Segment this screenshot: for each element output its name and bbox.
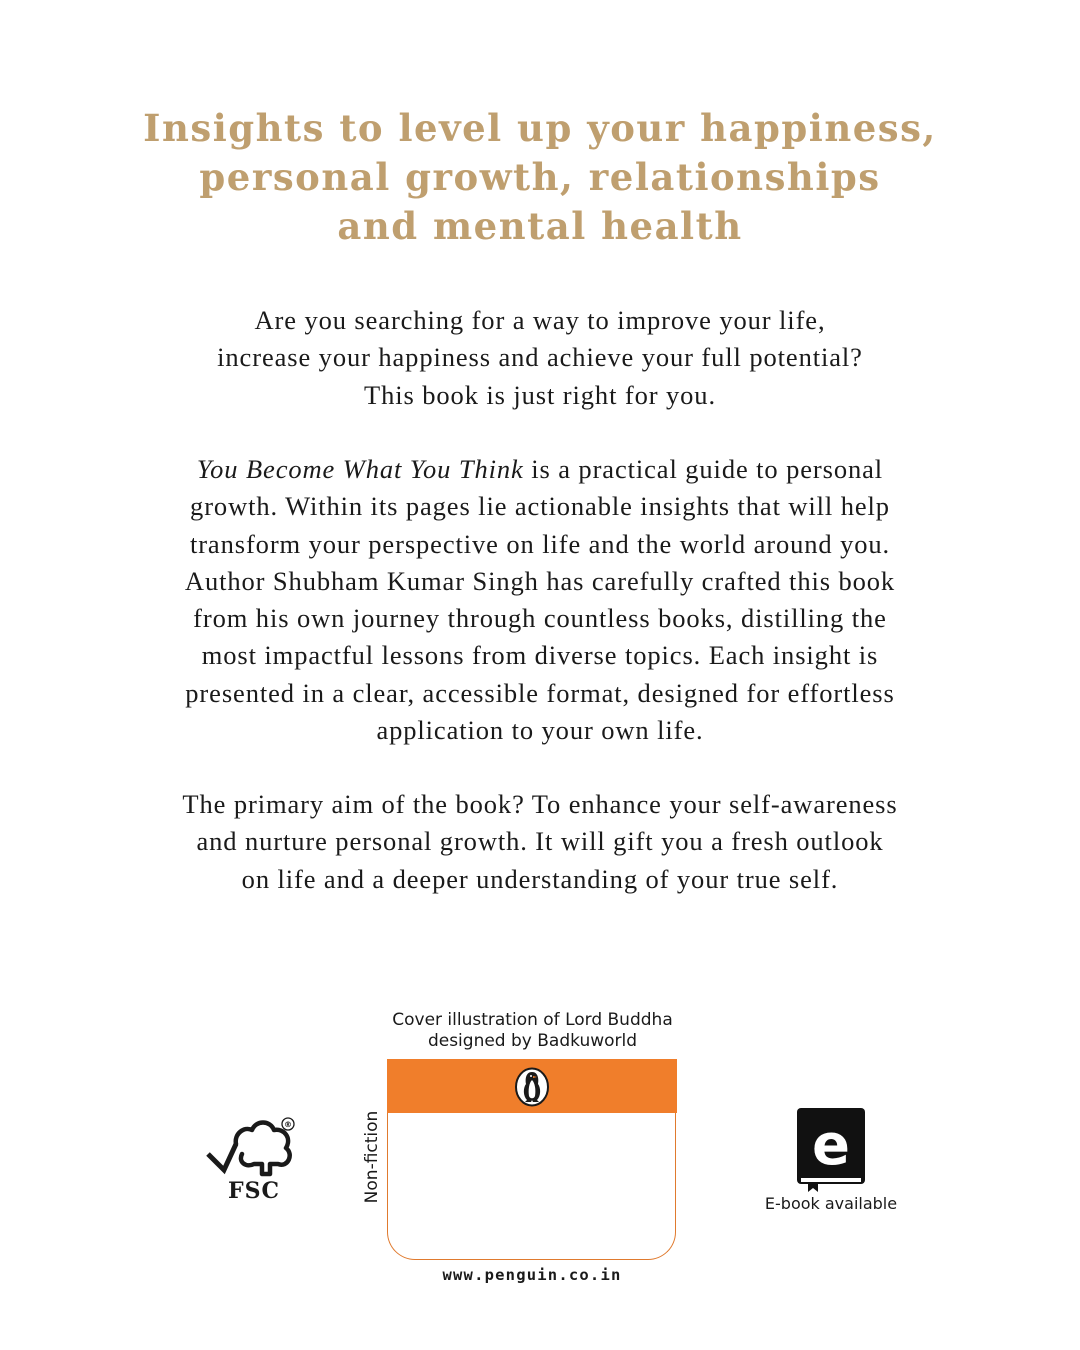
description-line-7: presented in a clear, accessible format, designed for effortless bbox=[185, 677, 895, 708]
intro-line-2: increase your happiness and achieve your full potential? bbox=[217, 342, 863, 373]
penguin-logo-icon bbox=[514, 1067, 550, 1107]
credit-line-1: Cover illustration of Lord Buddha bbox=[392, 1010, 673, 1030]
description-paragraph bbox=[90, 451, 990, 749]
description-line-4: Author Shubham Kumar Singh has carefully crafted this book bbox=[184, 565, 896, 596]
headline-line-3: and mental health bbox=[337, 204, 743, 248]
description-line-1 bbox=[90, 451, 990, 488]
aim-line-2: and nurture personal growth. It will gift you a fresh outlook bbox=[196, 826, 884, 857]
ebook-icon bbox=[794, 1106, 868, 1194]
description-line-6: most impactful lessons from diverse topics. Each insight is bbox=[201, 640, 879, 671]
description-line-8: application to your own life. bbox=[376, 715, 704, 746]
description-line-5: from his own journey through countless books, distilling the bbox=[193, 603, 887, 634]
publisher-website: www.penguin.co.in bbox=[442, 1266, 622, 1284]
headline-line-2: personal growth, relationships bbox=[199, 155, 881, 199]
intro-line-1: Are you searching for a way to improve your life, bbox=[254, 305, 826, 335]
fsc-tree-check-icon bbox=[204, 1114, 300, 1180]
headline-line-1: Insights to level up your happiness, bbox=[143, 106, 937, 150]
headline bbox=[90, 104, 990, 251]
cover-credit bbox=[340, 1010, 725, 1052]
aim-line-1: The primary aim of the book? To enhance your self-awareness bbox=[182, 789, 898, 819]
credit-line-2: designed by Badkuworld bbox=[427, 1031, 638, 1051]
intro-paragraph bbox=[90, 302, 990, 414]
description-line-2: growth. Within its pages lie actionable insights that will help bbox=[190, 491, 890, 522]
genre-label: Non-fiction bbox=[362, 1110, 382, 1204]
fsc-registered-mark: ® bbox=[284, 1120, 292, 1130]
description-line-3: transform your perspective on life and the world around you. bbox=[189, 528, 891, 559]
ebook-icon-letter: e bbox=[812, 1113, 850, 1178]
ebook-available-label: E-book available bbox=[764, 1194, 898, 1213]
aim-paragraph bbox=[90, 786, 990, 898]
intro-line-3: This book is just right for you. bbox=[364, 379, 716, 410]
fsc-label: FSC bbox=[227, 1178, 281, 1204]
description-line-1-rest: is a practical guide to personal bbox=[523, 454, 884, 484]
book-title: You Become What You Think bbox=[196, 454, 524, 484]
aim-line-3: on life and a deeper understanding of your true self. bbox=[241, 863, 839, 894]
